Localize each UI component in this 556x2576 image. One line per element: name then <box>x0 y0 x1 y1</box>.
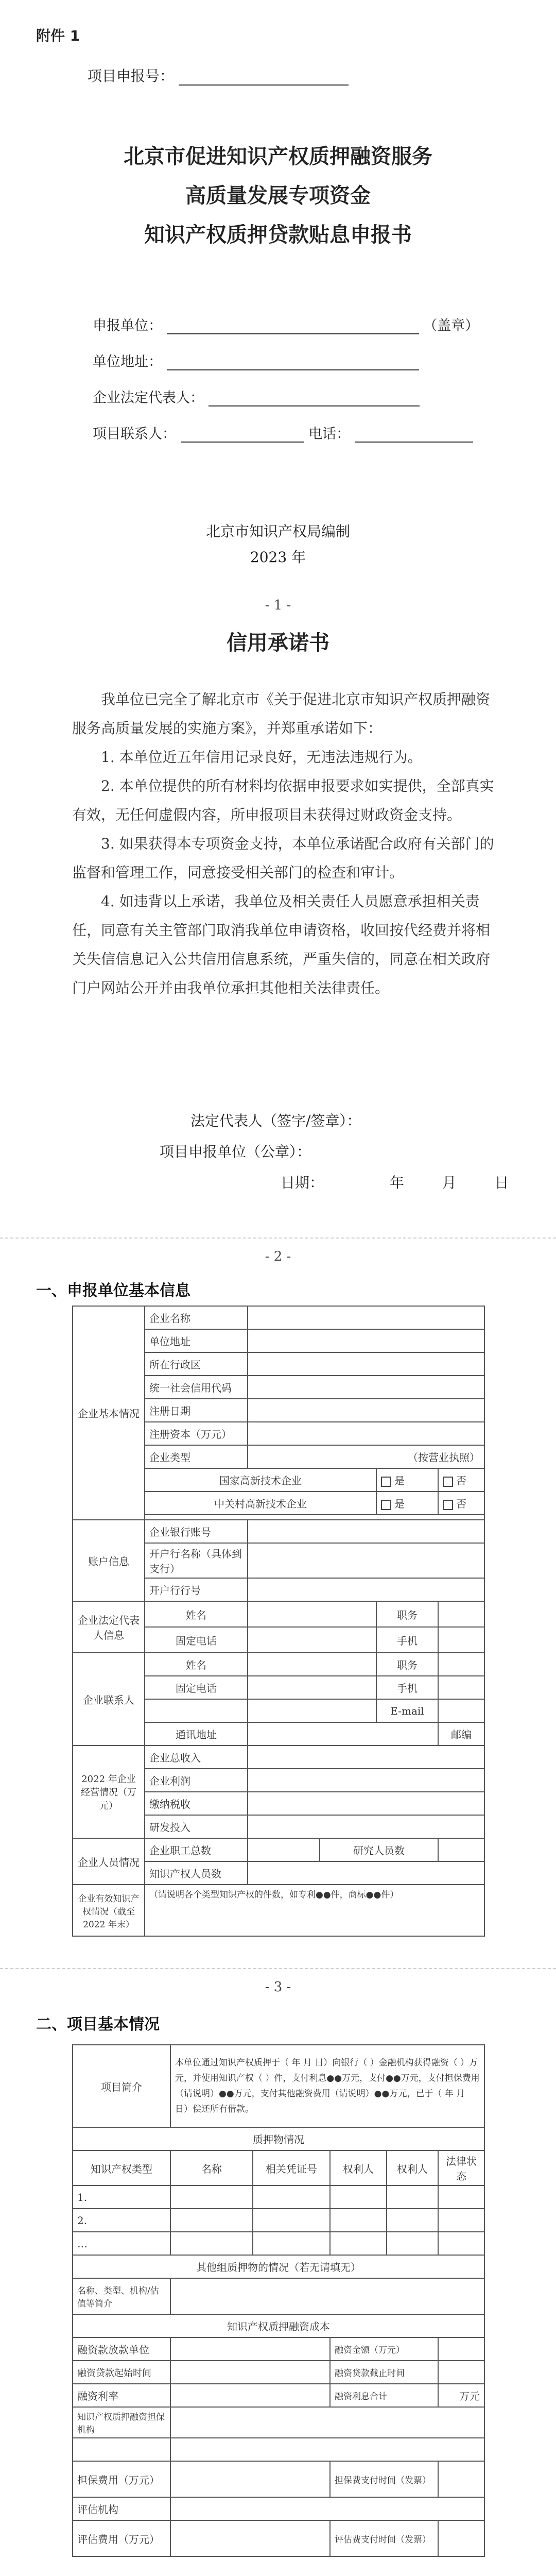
finance-tax: 缴纳税收 <box>145 1792 248 1815</box>
staff-ip: 知识产权人员数 <box>145 1861 248 1885</box>
reg-capital-input[interactable] <box>248 1422 484 1445</box>
staff-total-input[interactable] <box>248 1838 320 1861</box>
bank-name-input[interactable] <box>248 1543 484 1578</box>
loan-end-input[interactable] <box>438 2361 484 2384</box>
credit-item-2: 2. 本单位提供的所有材料均依据申报要求如实提供，全部真实有效，无任何虚假内容，所申报项目未获得过财政资金支持。 <box>72 777 494 823</box>
contact-group-label: 企业联系人 <box>73 1653 145 1745</box>
section1-table <box>72 1306 485 1937</box>
legal-mobile-label: 手机 <box>376 1627 438 1653</box>
loan-interest-label: 融资利息合计 <box>330 2384 438 2407</box>
contact-label: 项目联系人： <box>93 426 176 442</box>
contact-mobile-label: 手机 <box>376 1676 438 1699</box>
intro-label: 项目简介 <box>73 2045 170 2127</box>
eval-org-label: 评估机构 <box>73 2497 170 2520</box>
applicant-label: 申报单位： <box>93 318 162 334</box>
credit-date-month: 月 <box>442 1174 457 1191</box>
guarantee-time-input[interactable] <box>438 2461 484 2497</box>
finance-rd-input[interactable] <box>248 1815 484 1838</box>
checkbox-icon <box>381 1477 391 1487</box>
row-bank-no: 开户行行号 <box>145 1578 248 1601</box>
contact-field[interactable] <box>181 442 304 443</box>
finance-revenue-input[interactable] <box>248 1745 484 1769</box>
credit-item-4: 4. 如违背以上承诺，我单位及相关责任人员愿意承担相关责任，同意有关主管部门取消我单位申请资格，收回按代经费并将相关失信信息记入公共信用信息系统，严重失信的，同意在相关政府门户网站公开并由我单位承担其他相关法律责任。 <box>72 893 491 996</box>
legal-mobile-input[interactable] <box>438 1627 484 1653</box>
contact-row <box>93 422 473 443</box>
account-group-label: 账户信息 <box>73 1520 145 1601</box>
legal-phone-label: 固定电话 <box>145 1627 248 1653</box>
credit-body <box>72 685 499 1003</box>
other-pledge-header: 其他组质押物的情况（若无请填无） <box>73 2255 484 2278</box>
row-reg-capital: 注册资本（万元） <box>145 1422 248 1445</box>
project-number-field[interactable] <box>179 84 349 86</box>
address-label: 单位地址： <box>93 354 162 370</box>
address-field[interactable] <box>167 369 419 370</box>
contact-email-input[interactable] <box>438 1699 484 1722</box>
bank-no-input[interactable] <box>248 1578 484 1601</box>
eval-org-input[interactable] <box>170 2497 484 2520</box>
legal-title-label: 职务 <box>376 1601 438 1627</box>
contact-title-label: 职务 <box>376 1653 438 1676</box>
contact-address-input[interactable] <box>248 1722 438 1745</box>
phone-label: 电话： <box>308 426 351 442</box>
company-name-input[interactable] <box>248 1306 484 1329</box>
eval-fee-label: 评估费用（万元） <box>73 2520 170 2556</box>
legal-phone-input[interactable] <box>248 1627 376 1653</box>
finance-profit: 企业利润 <box>145 1769 248 1792</box>
zgc-no[interactable] <box>438 1492 484 1515</box>
staff-group-label: 企业人员情况 <box>73 1838 145 1885</box>
other-pledge-label: 名称、类型、机构/估值等简介 <box>73 2278 170 2314</box>
staff-rd-input[interactable] <box>438 1838 484 1861</box>
contact-address-label: 通讯地址 <box>145 1722 248 1745</box>
section2-table <box>72 2044 485 2557</box>
reg-date-input[interactable] <box>248 1399 484 1422</box>
legal-rep-row <box>93 386 420 406</box>
checkbox-icon <box>381 1500 391 1510</box>
table-row <box>73 2209 484 2232</box>
checkbox-icon <box>443 1500 453 1510</box>
credit-date-year: 年 <box>389 1174 404 1191</box>
cover-title-3: 知识产权质押贷款贴息申报书 <box>144 223 412 247</box>
row-district: 所在行政区 <box>145 1352 248 1376</box>
ip-group-input[interactable] <box>145 1885 484 1936</box>
zgc-yes-label: 是 <box>394 1498 405 1510</box>
eval-time-label: 评估费支付时间（发票） <box>330 2520 438 2556</box>
legal-rep-field[interactable] <box>208 405 420 406</box>
credit-date-day: 日 <box>494 1174 509 1191</box>
contact-phone-input[interactable] <box>248 1676 376 1699</box>
contact-mobile-input[interactable] <box>438 1676 484 1699</box>
zgc-yes[interactable] <box>376 1492 438 1515</box>
seal-note: （盖章） <box>423 318 479 334</box>
compiler: 北京市知识产权局编制 <box>205 523 350 540</box>
ip-note: （请说明各个类型知识产权的件数，如专利●●件，商标●●件） <box>149 1890 399 1900</box>
hightech-yes-label: 是 <box>394 1475 405 1487</box>
credit-item-1: 1. 本单位近五年信用记录良好，无违法违规行为。 <box>101 749 422 766</box>
page-separator <box>0 1968 556 1970</box>
pledge-org-input[interactable] <box>170 2438 484 2461</box>
loan-start-input[interactable] <box>170 2361 330 2384</box>
finance-group-label: 2022 年企业经营情况（万元） <box>73 1745 145 1838</box>
pledge-org-label <box>73 2438 170 2461</box>
col-holder-2: 权利人 <box>387 2150 438 2185</box>
credit-date-label: 日期： <box>281 1174 324 1191</box>
ip-group-label: 企业有效知识产权情况（截至 2022 年末） <box>73 1885 145 1936</box>
legal-rep-label: 企业法定代表人： <box>93 390 204 406</box>
row-number: 1. <box>73 2185 170 2209</box>
loan-end-label: 融资贷款截止时间 <box>330 2361 438 2384</box>
guarantee-org-label: 知识产权质押融资担保机构 <box>73 2407 170 2438</box>
contact-title-input[interactable] <box>438 1653 484 1676</box>
col-ip-type: 知识产权类型 <box>73 2150 170 2185</box>
contact-email-label: E-mail <box>376 1699 438 1722</box>
row-credit-code: 统一社会信用代码 <box>145 1376 248 1399</box>
checkbox-icon <box>443 1477 453 1487</box>
row-reg-date: 注册日期 <box>145 1399 248 1422</box>
credit-sign-legal: 法定代表人（签字/签章）： <box>190 1112 361 1129</box>
page-number-1: - 1 - <box>265 598 291 613</box>
page-separator <box>0 1238 556 1239</box>
loan-bank-label: 融资款放款单位 <box>73 2337 170 2361</box>
contact-name-label: 姓名 <box>145 1653 248 1676</box>
loan-bank-input[interactable] <box>170 2337 330 2361</box>
zgc-no-label: 否 <box>456 1498 466 1510</box>
col-holder: 权利人 <box>330 2150 387 2185</box>
row-bank-name: 开户行名称（具体到支行） <box>145 1543 248 1578</box>
finance-rd: 研发投入 <box>145 1815 248 1838</box>
section2-title: 二、项目基本情况 <box>36 2015 160 2033</box>
other-pledge-input[interactable] <box>170 2278 484 2314</box>
credit-item-3: 3. 如果获得本专项资金支持，本单位承诺配合政府有关部门的监督和管理工作，同意接受相关部门的检查和审计。 <box>72 835 494 881</box>
eval-fee-input[interactable] <box>170 2520 330 2556</box>
staff-rd: 研究人员数 <box>320 1838 438 1861</box>
finance-profit-input[interactable] <box>248 1769 484 1792</box>
phone-field[interactable] <box>355 442 473 443</box>
project-number-row <box>88 65 349 86</box>
contact-fax-input[interactable] <box>248 1699 376 1722</box>
company-type-input[interactable] <box>248 1445 484 1468</box>
row-number: … <box>73 2232 170 2255</box>
row-address: 单位地址 <box>145 1329 248 1352</box>
loan-amount-label: 融资金额（万元） <box>330 2337 438 2361</box>
guarantee-time-label: 担保费支付时间（发票） <box>330 2461 438 2497</box>
loan-header: 知识产权质押融资成本 <box>73 2314 484 2337</box>
legal-name-label: 姓名 <box>145 1601 248 1627</box>
loan-interest-unit: 万元 <box>438 2384 484 2407</box>
col-ip-name: 名称 <box>170 2150 253 2185</box>
row-number: 2. <box>73 2209 170 2232</box>
staff-ip-input[interactable] <box>248 1861 484 1885</box>
col-status: 法律状态 <box>438 2150 484 2185</box>
contact-phone-label: 固定电话 <box>145 1676 248 1699</box>
address-row <box>93 350 419 370</box>
col-cert-no: 相关凭证号 <box>253 2150 330 2185</box>
cover-title-2: 高质量发展专项资金 <box>185 184 371 208</box>
loan-rate-label: 融资利率 <box>73 2384 170 2407</box>
row-company-type: 企业类型 <box>145 1445 248 1468</box>
loan-start-label: 融资贷款起始时间 <box>73 2361 170 2384</box>
contact-zip-label: 邮编 <box>438 1722 484 1745</box>
loan-rate-input[interactable] <box>170 2384 330 2407</box>
row-hightech: 国家高新技术企业 <box>145 1468 376 1492</box>
guarantee-fee-input[interactable] <box>170 2461 330 2497</box>
section1-title: 一、申报单位基本信息 <box>36 1282 190 1300</box>
legal-group-label: 企业法定代表人信息 <box>73 1601 145 1653</box>
credit-code-input[interactable] <box>248 1376 484 1399</box>
guarantee-fee-label: 担保费用（万元） <box>73 2461 170 2497</box>
page-number-2: - 2 - <box>265 1249 291 1264</box>
finance-tax-input[interactable] <box>248 1792 484 1815</box>
intro-text[interactable]: 本单位通过知识产权质押于（ 年 月 日）向银行（ ）金融机构获得融资（ ）万元，并使用知识产权（ ）件，支付利息●●万元，支付●●万元，支付担保费用（请说明）●●万元，支付其他融资费用（请说明）●●万元，已于（ 年 月 日）偿还所有借款。 <box>170 2045 484 2127</box>
contact-fax-label <box>145 1699 248 1722</box>
finance-revenue: 企业总收入 <box>145 1745 248 1769</box>
hightech-no-label: 否 <box>456 1475 466 1487</box>
pledge-header: 质押物情况 <box>73 2127 484 2150</box>
bank-account-input[interactable] <box>248 1520 484 1543</box>
district-input[interactable] <box>248 1352 484 1376</box>
credit-sign-unit: 项目申报单位（公章）： <box>160 1143 311 1160</box>
table-row <box>73 2232 484 2255</box>
hightech-no[interactable] <box>438 1468 484 1492</box>
contact-name-input[interactable] <box>248 1653 376 1676</box>
basic-group-label: 企业基本情况 <box>73 1306 145 1520</box>
guarantee-org-input[interactable] <box>170 2407 484 2438</box>
row-company-name: 企业名称 <box>145 1306 248 1329</box>
staff-total: 企业职工总数 <box>145 1838 248 1861</box>
applicant-row <box>93 314 479 334</box>
credit-date <box>281 1172 509 1192</box>
cover-title-1: 北京市促进知识产权质押融资服务 <box>124 145 432 168</box>
year: 2023 年 <box>250 549 306 566</box>
loan-amount-input[interactable] <box>438 2337 484 2361</box>
legal-title-input[interactable] <box>438 1601 484 1627</box>
address-input[interactable] <box>248 1329 484 1352</box>
legal-name-input[interactable] <box>248 1601 376 1627</box>
applicant-field[interactable] <box>167 333 419 334</box>
hightech-yes[interactable] <box>376 1468 438 1492</box>
row-zgc: 中关村高新技术企业 <box>145 1492 376 1515</box>
credit-title: 信用承诺书 <box>227 631 329 655</box>
attachment-label: 附件 1 <box>36 27 80 44</box>
row-bank-account: 企业银行账号 <box>145 1520 248 1543</box>
eval-time-input[interactable] <box>438 2520 484 2556</box>
company-type-note: （按营业执照） <box>408 1451 480 1464</box>
page-number-3: - 3 - <box>265 1979 291 1995</box>
credit-intro: 我单位已完全了解北京市《关于促进北京市知识产权质押融资服务高质量发展的实施方案》，并郑重承诺如下： <box>72 691 491 737</box>
project-number-label: 项目申报号： <box>88 67 175 84</box>
table-row <box>73 2185 484 2209</box>
